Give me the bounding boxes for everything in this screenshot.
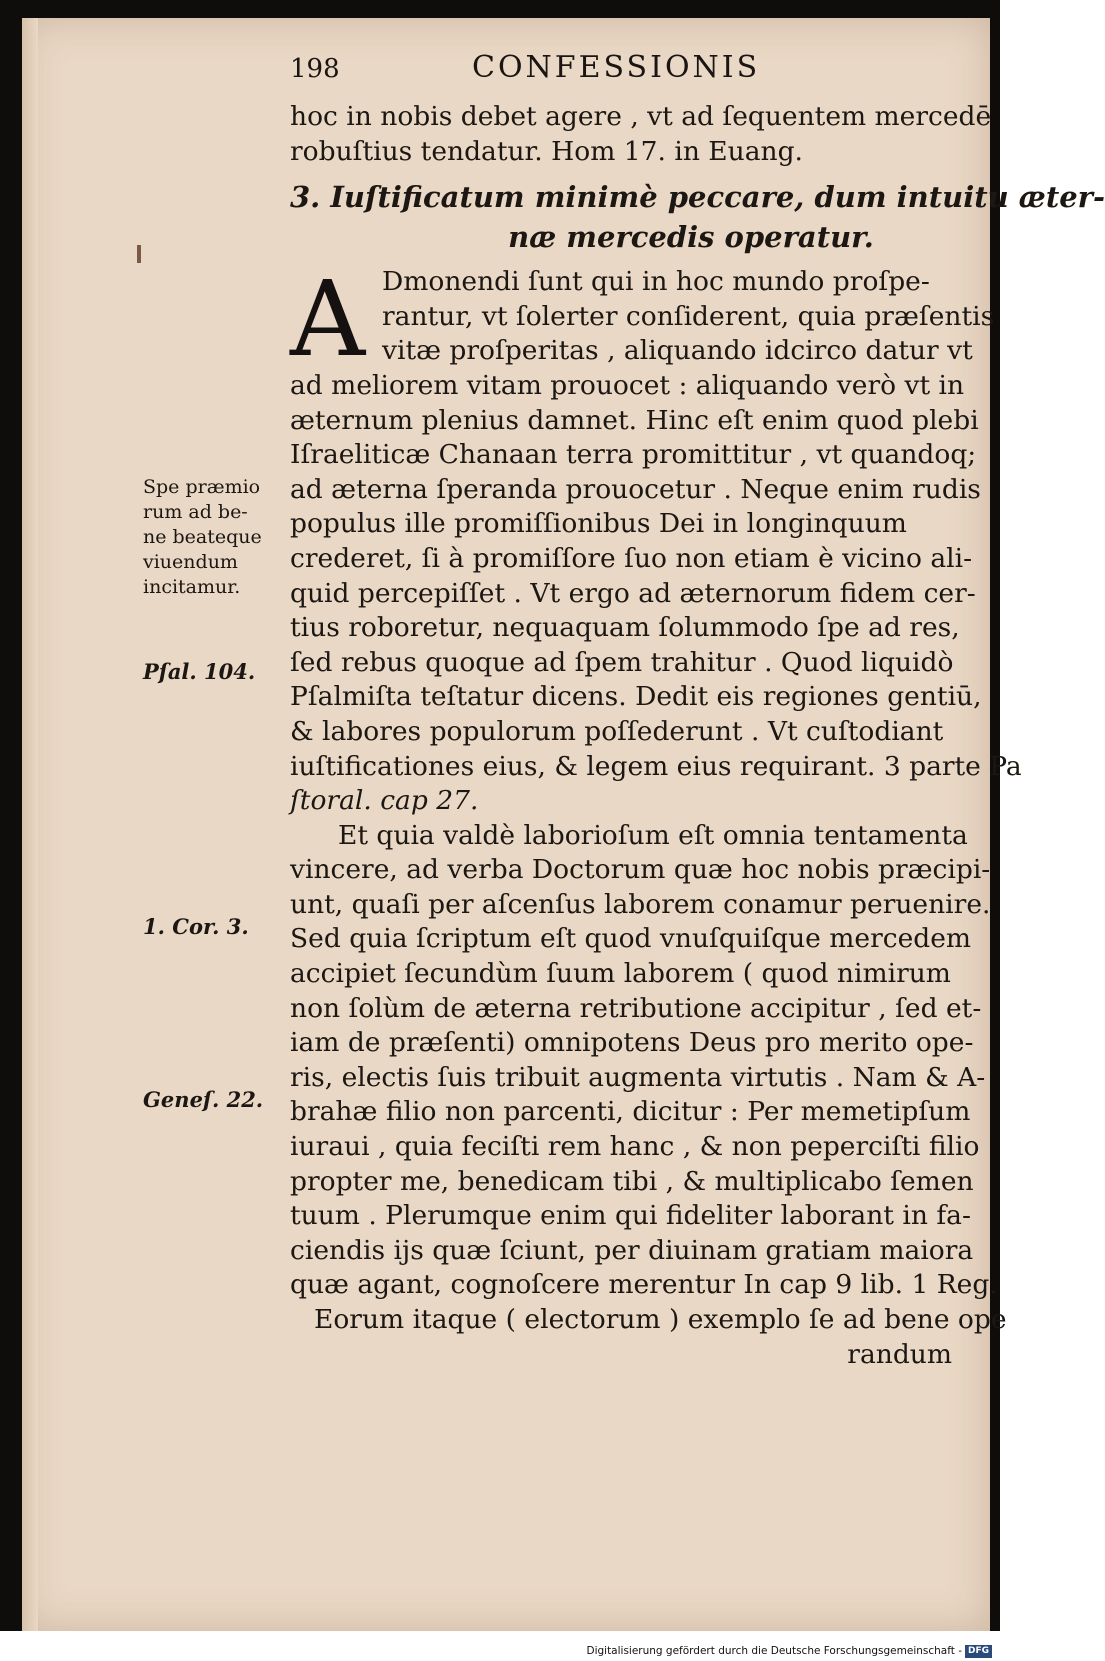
- text-line: iam de præſenti) omnipotens Deus pro merito ope-: [290, 1027, 974, 1059]
- page-number: 198: [290, 54, 340, 84]
- text-line: vincere, ad verba Doctorum quæ hoc nobis præcipi-: [290, 854, 991, 886]
- text-line: propter me, benedicam tibi , & multiplicabo ſemen: [290, 1165, 974, 1197]
- text-line: ad æterna ſperanda prouocetur . Neque enim rudis: [290, 473, 981, 505]
- margin-note-line: rum ad be-: [143, 501, 248, 523]
- text-line: Et quia valdè laborioſum eſt omnia tentamenta: [338, 819, 968, 851]
- text-line: populus ille promiſſionibus Dei in longinquum: [290, 508, 907, 540]
- text-line: iuraui , quia feciſti rem hanc , & non peperciſti filio: [290, 1131, 980, 1163]
- margin-reference: Pſal. 104.: [143, 659, 256, 684]
- main-text: [290, 100, 1105, 1372]
- text-line: Eorum itaque ( electorum ) exemplo ſe ad bene ope: [314, 1304, 1007, 1335]
- margin-note-line: Spe præmio: [143, 476, 261, 498]
- text-line: crederet, ſi à promiſſore ſuo non etiam è vicino ali-: [290, 542, 973, 574]
- margin-note-line: viuendum: [143, 551, 238, 573]
- paragraph: [290, 819, 998, 1303]
- text-line: quid percepiſſet . Vt ergo ad æternorum fidem cer-: [290, 577, 976, 609]
- text-line: ſtoral. cap 27.: [290, 785, 479, 817]
- section-heading-continued: næ mercedis operatur.: [508, 220, 874, 255]
- text-line: quæ agant, cognoſcere merentur In cap 9 lib. 1 Reg.: [290, 1269, 998, 1301]
- margin-reference: Geneſ. 22.: [143, 1087, 264, 1112]
- text-line: ris, electis ſuis tribuit augmenta virtutis . Nam & A-: [290, 1061, 986, 1093]
- text-line: iuſtificationes eius, & legem eius requirant. 3 parte Pa: [290, 750, 1022, 782]
- text-line: ciendis iјs quæ ſciunt, per diuinam gratiam maiora: [290, 1234, 974, 1266]
- margin-note-line: ne beateque: [143, 526, 262, 548]
- page-gutter-shadow: [22, 18, 38, 1631]
- text-line: accipiet ſecundùm ſuum laborem ( quod nimirum: [290, 958, 951, 990]
- margin-mark: [137, 245, 141, 263]
- text-line: unt, quaſi per aſcenſus laborem conamur peruenire.: [290, 888, 991, 920]
- catchword: randum: [847, 1338, 952, 1370]
- paragraph: [290, 258, 1022, 819]
- running-title: CONFESSIONIS: [472, 50, 761, 85]
- section-heading: 3. Iuſtificatum minimè peccare, dum intuitu æter-: [290, 180, 1105, 215]
- text-line: Pſalmiſta teſtatur dicens. Dedit eis regiones gentiū,: [290, 681, 982, 713]
- page-header: [290, 50, 770, 90]
- text-line: Iſraeliticæ Chanaan terra promittitur , vt quandoq;: [290, 439, 977, 471]
- text-line: tuum . Plerumque enim qui fideliter laborant in fa-: [290, 1200, 971, 1232]
- text-line: ad meliorem vitam prouocet : aliquando verò vt in: [290, 369, 965, 401]
- text-line: Dmonendi ſunt qui in hoc mundo proſpe-: [382, 266, 930, 298]
- text-line: Sed quia ſcriptum eſt quod vnuſquiſque mercedem: [290, 923, 972, 955]
- drop-cap: A: [290, 258, 366, 381]
- text-line: tius roboretur, nequaquam ſolummodo ſpe ad res,: [290, 612, 960, 644]
- margin-reference: 1. Cor. 3.: [143, 914, 249, 939]
- text-line: & labores populorum poſſederunt . Vt cuſtodiant: [290, 715, 944, 747]
- paragraph: [290, 1303, 1007, 1372]
- text-line: rantur, vt ſolerter conſiderent, quia præſentis: [382, 300, 995, 332]
- text-line: ſed rebus quoque ad ſpem trahitur . Quod liquidò: [290, 646, 954, 678]
- text-line: æternum plenius damnet. Hinc eſt enim quod plebi: [290, 404, 979, 436]
- dfg-logo: DFG: [965, 1645, 992, 1658]
- text-line: brahæ filio non parcenti, dicitur : Per memetipſum: [290, 1096, 971, 1128]
- margin-note-line: incitamur.: [143, 576, 241, 598]
- text-line: non ſolùm de æterna retributione accipitur , ſed et-: [290, 992, 982, 1024]
- text-line: hoc in nobis debet agere , vt ad ſequentem mercedē: [290, 101, 992, 132]
- text-line: vitæ proſperitas , aliquando idcirco datur vt: [382, 335, 973, 367]
- text-line: robuſtius tendatur. Hom 17. in Euang.: [290, 135, 803, 167]
- digitization-credit: Digitalisierung gefördert durch die Deutsche Forschungsgemeinschaft -: [586, 1645, 962, 1657]
